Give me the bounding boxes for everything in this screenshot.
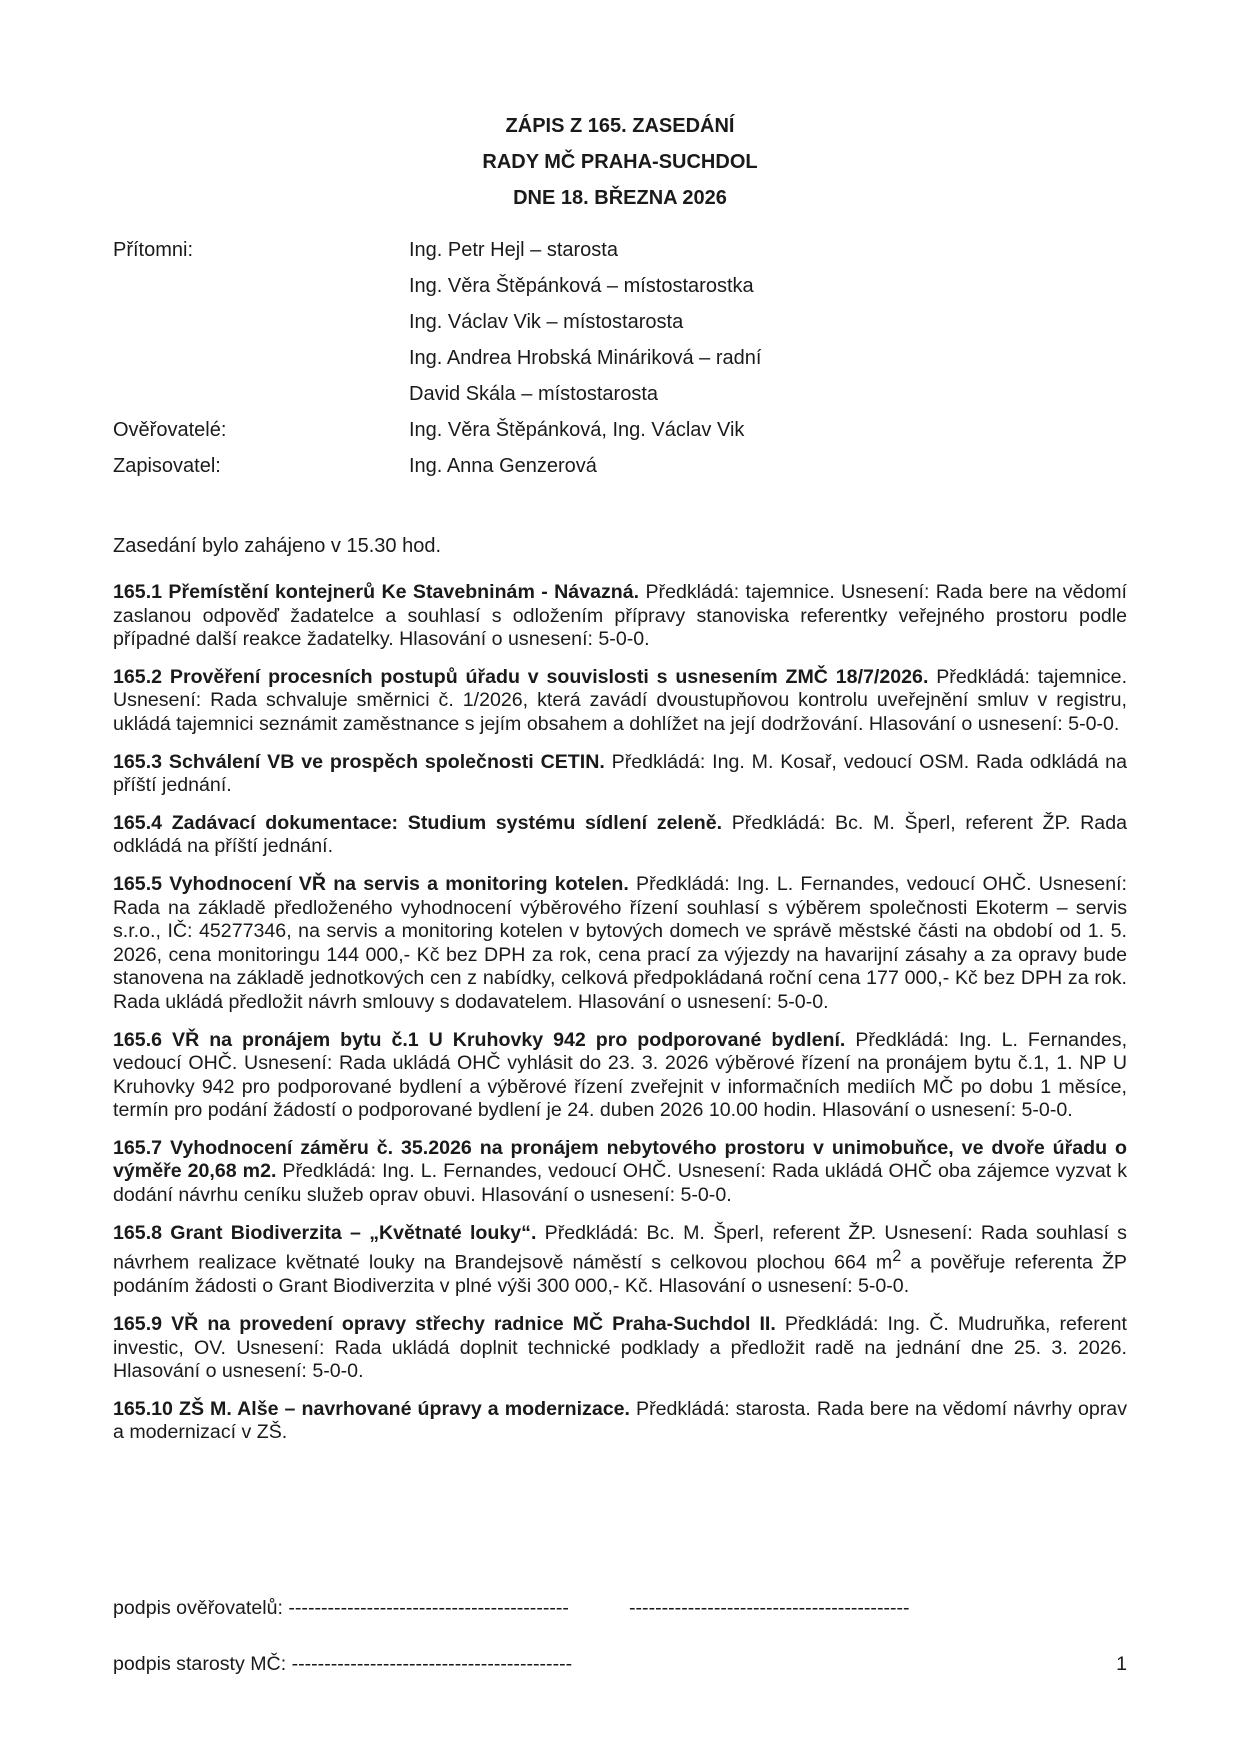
item-title: Zadávací dokumentace: Studium systému sídlení zeleně. bbox=[171, 811, 723, 834]
present-member: Ing. Věra Štěpánková – místostarostka bbox=[409, 275, 754, 297]
superscript-exponent: 2 bbox=[892, 1247, 902, 1266]
signature-section bbox=[113, 1594, 1127, 1678]
agenda-item bbox=[113, 751, 1127, 798]
title-line-3: DNE 18. BŘEZNA 2026 bbox=[513, 187, 727, 209]
signature-row bbox=[113, 1594, 1127, 1622]
agenda-item bbox=[113, 666, 1127, 737]
mayor-signature-line: podpis starosty MČ: ------------------------------------------- bbox=[113, 1653, 573, 1675]
item-title: Grant Biodiverzita – „Květnaté louky“. bbox=[170, 1221, 537, 1244]
item-number: 165.3 bbox=[113, 750, 163, 773]
item-text-continued: a pověřuje referenta ŽP podáním žádosti o Grant Biodiverzita v plné výši 300 000,- Kč. Hlasování o usnesení: 5-0-0. bbox=[113, 1251, 1127, 1298]
agenda-item bbox=[113, 1398, 1127, 1445]
agenda-item bbox=[113, 1029, 1127, 1123]
item-text: Předkládá: Bc. M. Šperl, referent ŽP. Usnesení: Rada souhlasí s návrhem realizace květnaté louky na Brandejsově náměstí s celkovou plochou 664 m bbox=[113, 1221, 1127, 1274]
item-text: Předkládá: tajemnice. Usnesení: Rada schvaluje směrnici č. 1/2026, která zavádí dvoustupňovou kontrolu uveřejnění smluv v registru, ukládá tajemnici seznámit zaměstnance s jejím obsahem a dohlížet na její dodržování. Hlasování o usnesení: 5-0-0. bbox=[113, 665, 1128, 735]
item-number: 165.10 bbox=[113, 1397, 173, 1420]
item-title: Přemístění kontejnerů Ke Stavebninám - Návazná. bbox=[168, 581, 640, 603]
recorder-value: Ing. Anna Genzerová bbox=[409, 455, 597, 477]
agenda-items bbox=[113, 581, 1127, 1459]
agenda-item bbox=[113, 812, 1127, 859]
item-number: 165.7 bbox=[113, 1136, 163, 1159]
item-number: 165.1 bbox=[113, 581, 163, 603]
item-text: Předkládá: Ing. Č. Mudruňka, referent investic, OV. Usnesení: Rada ukládá doplnit technické podklady a předložit radě na jednání dne 25. 3. 2026. Hlasování o usnesení: 5-0-0. bbox=[113, 1312, 1127, 1383]
item-number: 165.4 bbox=[113, 811, 163, 834]
item-number: 165.9 bbox=[113, 1312, 163, 1335]
title-line-1: ZÁPIS Z 165. ZASEDÁNÍ bbox=[505, 115, 735, 137]
present-member: Ing. Václav Vik – místostarosta bbox=[409, 311, 684, 333]
item-title: Vyhodnocení záměru č. 35.2026 na pronájem nebytového prostoru v unimobuňce, ve dvoře úřadu o výměře 20,68 m2. bbox=[113, 1136, 1127, 1183]
item-title: Prověření procesních postupů úřadu v souvislosti s usnesením ZMČ 18/7/2026. bbox=[169, 665, 929, 688]
item-title: ZŠ M. Alše – navrhované úpravy a modernizace. bbox=[178, 1397, 630, 1420]
item-text: Předkládá: Ing. M. Kosař, vedoucí OSM. Rada odkládá na příští jednání. bbox=[113, 750, 1127, 797]
item-text: Předkládá: Ing. L. Fernandes, vedoucí OHČ. Usnesení: Rada na základě předloženého vyhodnocení výběrového řízení souhlasí s výběrem společnosti Ekoterm – servis s.r.o., IČ: 45277346, na servis a monitoring kotelen v bytových domech ve správě městské části na období od 1. 5. 2026, cena monitoringu 144 000,- Kč bez DPH za rok, cena prací za výjezdy na havarijní zásahy a za opravy bude stanovena na základě jednotkových cen z nabídky, celková předpokládaná roční cena 177 000,- Kč bez DPH za rok. Rada ukládá předložit návrh smlouvy s dodavatelem. Hlasování o usnesení: 5-0-0. bbox=[113, 872, 1127, 1013]
present-member: David Skála – místostarosta bbox=[409, 383, 658, 405]
session-start-text: Zasedání bylo zahájeno v 15.30 hod. bbox=[113, 535, 442, 557]
item-text: Předkládá: tajemnice. Usnesení: Rada bere na vědomí zaslanou odpověď žadatelce a souhlasí s odložením přípravy stanoviska referentky veřejného prostoru podle případné další reakce žadatelky. Hlasování o usnesení: 5-0-0. bbox=[113, 581, 1127, 651]
item-title: Schválení VB ve prospěch společnosti CETIN. bbox=[168, 750, 605, 773]
agenda-item bbox=[113, 1222, 1127, 1299]
item-number: 165.6 bbox=[113, 1028, 163, 1051]
item-title: VŘ na provedení opravy střechy radnice MČ Praha-Suchdol II. bbox=[171, 1312, 776, 1335]
verifiers-signature-line: podpis ověřovatelů: ------------------------------------------- bbox=[113, 1597, 569, 1619]
title-line-2: RADY MČ PRAHA-SUCHDOL bbox=[482, 151, 758, 173]
item-number: 165.8 bbox=[113, 1221, 163, 1244]
recorder-label: Zapisovatel: bbox=[113, 455, 221, 477]
document-title bbox=[0, 108, 1240, 216]
signature-row bbox=[113, 1650, 1127, 1678]
agenda-item bbox=[113, 873, 1127, 1015]
second-verifier-signature-line: ------------------------------------------- bbox=[629, 1597, 910, 1619]
agenda-item bbox=[113, 581, 1127, 652]
item-text: Předkládá: Ing. L. Fernandes, vedoucí OHČ. Usnesení: Rada ukládá OHČ oba zájemce vyzvat k dodání návrhu ceníku služeb oprav obuvi. Hlasování o usnesení: 5-0-0. bbox=[113, 1160, 1127, 1207]
item-number: 165.5 bbox=[113, 872, 163, 895]
item-title: Vyhodnocení VŘ na servis a monitoring kotelen. bbox=[169, 872, 629, 895]
item-text: Předkládá: Ing. L. Fernandes, vedoucí OHČ. Usnesení: Rada ukládá OHČ vyhlásit do 23. 3. 2026 výběrové řízení na pronájem bytu č.1, 1. NP U Kruhovky 942 pro podporované bydlení a výběrové řízení zveřejnit v informačních mediích MČ po dobu 1 měsíce, termín pro podání žádostí o podporované bydlení je 24. duben 2026 10.00 hodin. Hlasování o usnesení: 5-0-0. bbox=[113, 1028, 1128, 1122]
present-member: Ing. Petr Hejl – starosta bbox=[409, 239, 618, 261]
page-number: 1 bbox=[1116, 1653, 1127, 1675]
present-member: Ing. Andrea Hrobská Mináriková – radní bbox=[409, 347, 762, 369]
item-text: Předkládá: starosta. Rada bere na vědomí návrhy oprav a modernizací v ZŠ. bbox=[113, 1397, 1127, 1444]
item-title: VŘ na pronájem bytu č.1 U Kruhovky 942 pro podporované bydlení. bbox=[172, 1028, 846, 1051]
item-number: 165.2 bbox=[113, 665, 163, 688]
agenda-item bbox=[113, 1137, 1127, 1208]
verifiers-label: Ověřovatelé: bbox=[113, 419, 227, 441]
agenda-item bbox=[113, 1313, 1127, 1384]
item-text: Předkládá: Bc. M. Šperl, referent ŽP. Rada odkládá na příští jednání. bbox=[113, 811, 1127, 858]
verifiers-value: Ing. Věra Štěpánková, Ing. Václav Vik bbox=[409, 419, 745, 441]
present-label: Přítomni: bbox=[113, 239, 194, 261]
